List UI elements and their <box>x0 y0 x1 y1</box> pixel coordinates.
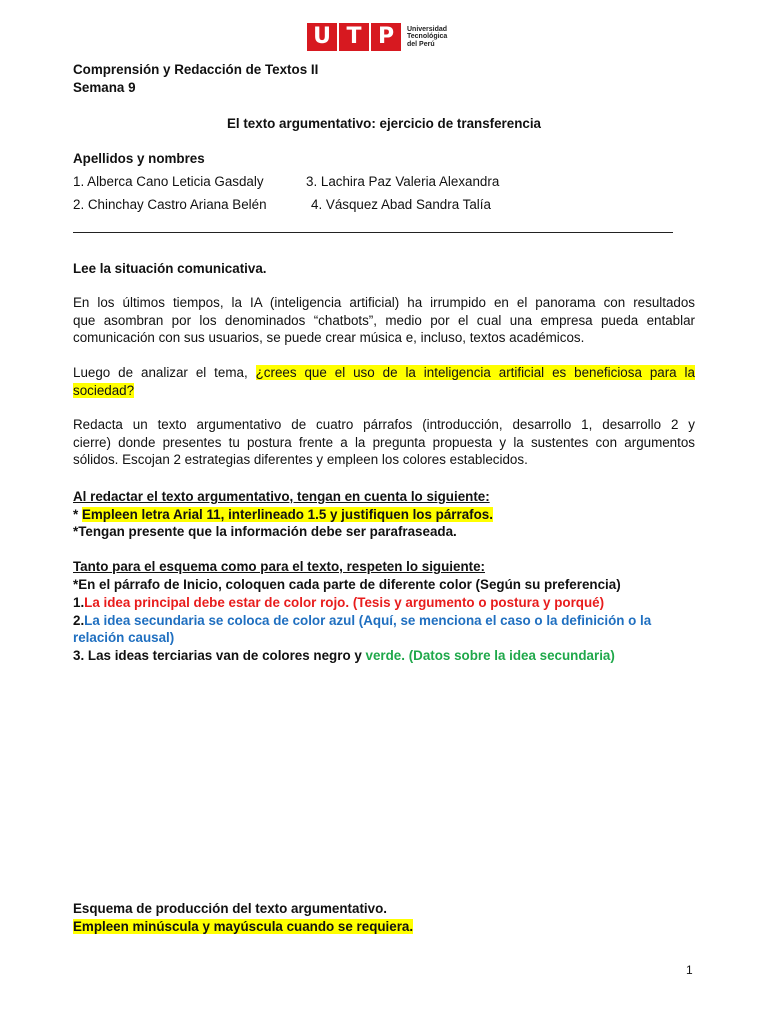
student-3: 3. Lachira Paz Valeria Alexandra <box>306 174 500 189</box>
logo-letter-u: U <box>313 24 331 49</box>
page-number: 1 <box>686 963 693 977</box>
paragraph-task: Redacta un texto argumentativo de cuatro párrafos (introducción, desarrollo 1, desarrollo 2 y cierre) donde presentes tu postura frente a la pregunta propuesta y la sustentes con argumentos sólidos. Escojan 2 estrategias diferentes y empleen los colores establecidos. <box>73 417 695 468</box>
logo-university-name: Universidad Tecnológica del Perú <box>407 25 448 48</box>
student-1: 1. Alberca Cano Leticia Gasdaly <box>73 174 264 189</box>
rule-main-idea: 1.La idea principal debe estar de color rojo. (Tesis y argumento o postura y porqué) <box>73 595 605 610</box>
course-title: Comprensión y Redacción de Textos II <box>73 62 319 77</box>
logo-letter-p: P <box>377 24 395 49</box>
highlighted-question: ¿crees que el uso de la inteligencia artificial es beneficiosa para la <box>255 365 695 380</box>
paragraph-question: Luego de analizar el tema, ¿crees que el uso de la inteligencia artificial es beneficiosa para la sociedad? <box>73 365 695 398</box>
color-rules-intro: *En el párrafo de Inicio, coloquen cada parte de diferente color (Según su preferencia) <box>73 577 621 592</box>
situation-heading: Lee la situación comunicativa. <box>73 261 267 276</box>
document-title: El texto argumentativo: ejercicio de transferencia <box>226 116 542 131</box>
instruction-paraphrase: *Tengan presente que la información debe ser parafraseada. <box>73 524 457 539</box>
week-label: Semana 9 <box>73 80 136 95</box>
separator-line <box>73 232 673 233</box>
instruction-format: * Empleen letra Arial 11, interlineado 1.5 y justifiquen los párrafos. <box>73 507 493 522</box>
rule-secondary-idea: 2.La idea secundaria se coloca de color azul (Aquí, se menciona el caso o la definición o la <box>73 613 652 628</box>
students-heading: Apellidos y nombres <box>73 151 205 166</box>
instructions-heading: Al redactar el texto argumentativo, tengan en cuenta lo siguiente: <box>73 489 490 504</box>
utp-logo-mark <box>307 23 401 51</box>
rule-tertiary-idea: 3. Las ideas terciarias van de colores negro y verde. (Datos sobre la idea secundaria) <box>73 648 615 663</box>
scheme-heading: Esquema de producción del texto argumentativo. <box>73 901 387 916</box>
paragraph-context: En los últimos tiempos, la IA (inteligencia artificial) ha irrumpido en el panorama con resultados que asombran por los denominados “chatbots”, medio por el cual una empresa pueda entablar comunicación con sus usuarios, se puede crear música e, incluso, textos académicos. <box>73 295 695 346</box>
color-rules-heading: Tanto para el esquema como para el texto, respeten lo siguiente: <box>73 559 485 574</box>
student-4: 4. Vásquez Abad Sandra Talía <box>311 197 491 212</box>
logo-letter-t: T <box>346 24 362 49</box>
scheme-note: Empleen minúscula y mayúscula cuando se requiera. <box>73 919 414 934</box>
rule-secondary-idea-cont: relación causal) <box>73 630 175 645</box>
student-2: 2. Chinchay Castro Ariana Belén <box>73 197 267 212</box>
utp-logo <box>307 23 447 51</box>
